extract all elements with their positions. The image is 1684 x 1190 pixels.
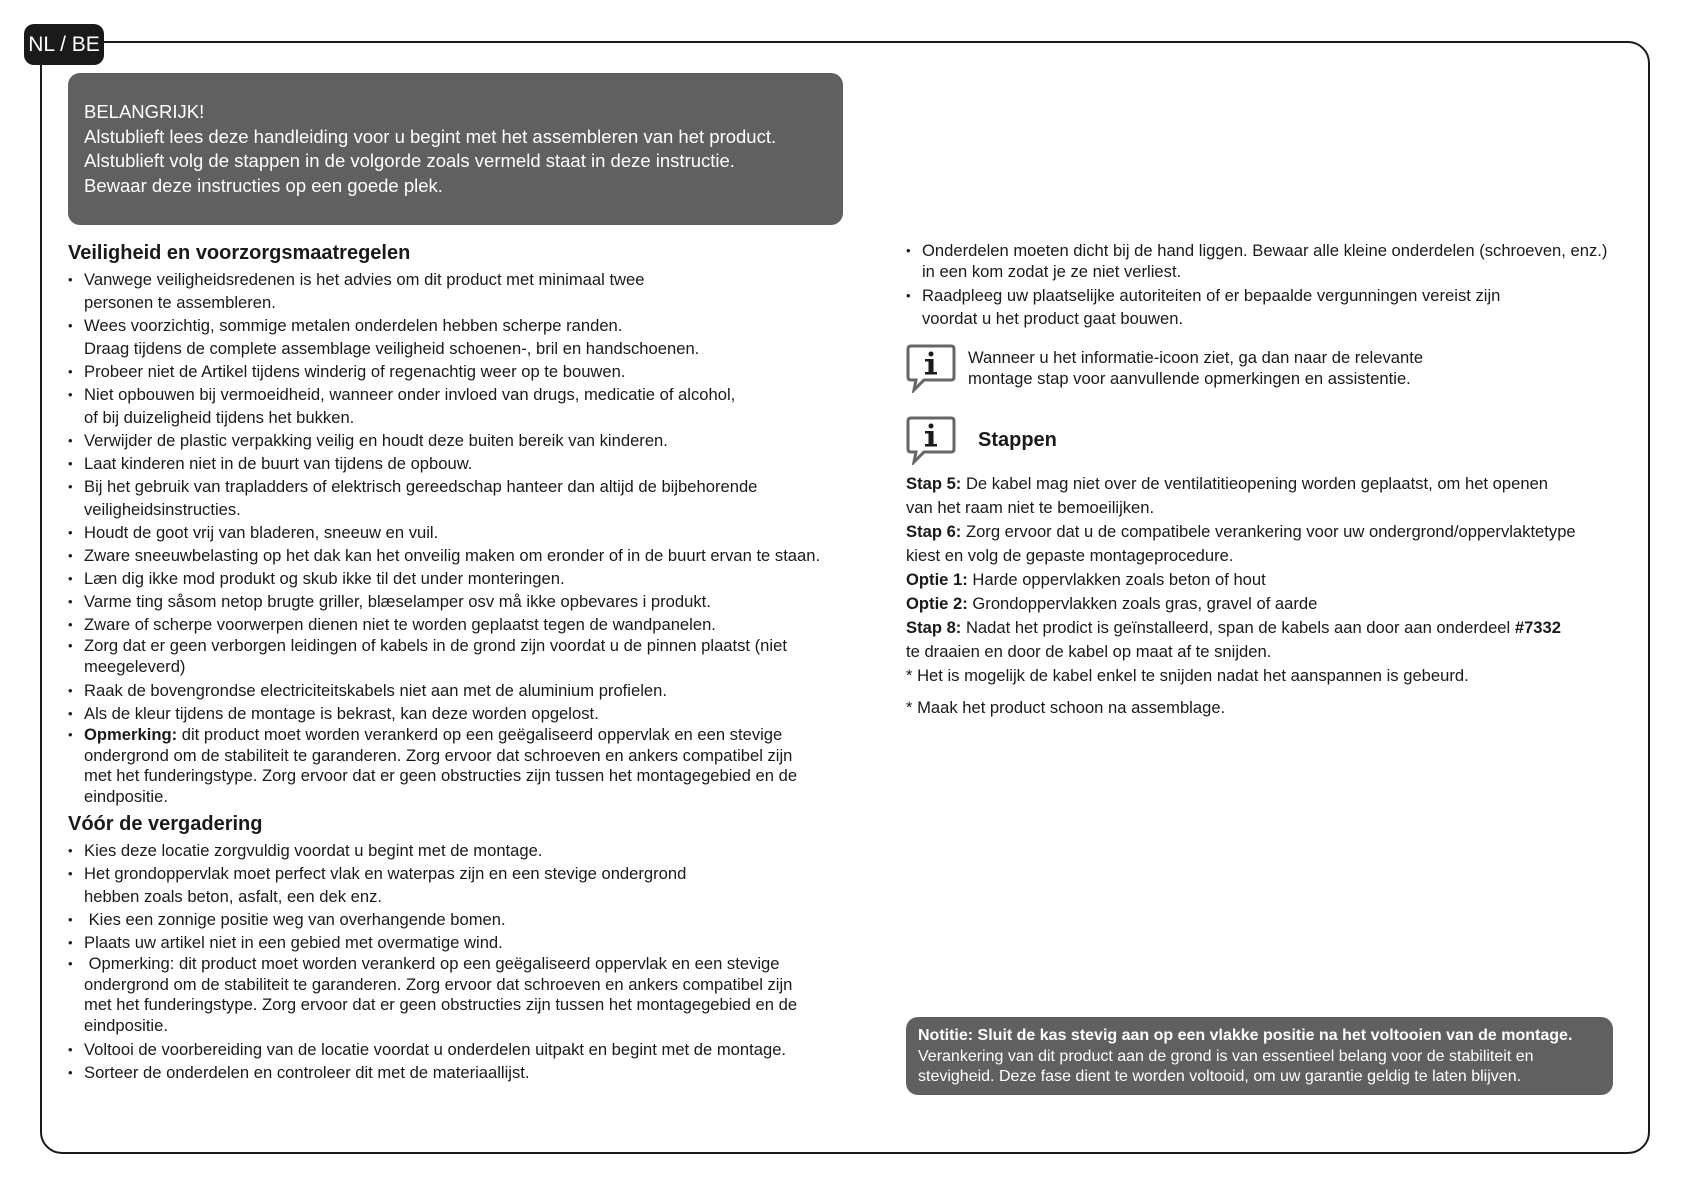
step-label: Optie 1: (906, 570, 968, 589)
step-text: * Het is mogelijk de kabel enkel te snijden nadat het aanspannen is gebeurd. (906, 666, 1469, 685)
list-item (68, 314, 858, 360)
list-item-line: • Plaats uw artikel niet in een gebied met overmatige wind. (84, 933, 503, 952)
list-item-line: • Zorg dat er geen verborgen leidingen of kabels in de grond zijn voordat u de pinnen plaatst (niet (84, 636, 787, 655)
step-line (906, 640, 1576, 664)
before-assembly-heading: Vóór de vergadering (68, 813, 263, 835)
list-item (68, 475, 858, 521)
step-label: Optie 2: (906, 594, 968, 613)
list-item-line: • Raadpleeg uw plaatselijke autoriteiten of er bepaalde vergunningen vereist zijn (922, 286, 1501, 305)
list-item (68, 679, 858, 702)
list-item (68, 931, 858, 954)
step-text: van het raam niet te bemoeilijken. (906, 498, 1155, 517)
list-item-line: • Vanwege veiligheidsredenen is het advies om dit product met minimaal twee (84, 270, 645, 289)
important-box (68, 73, 843, 225)
right-column (906, 241, 1626, 330)
list-item-line: hebben zoals beton, asfalt, een dek enz. (84, 887, 382, 906)
list-item (68, 862, 858, 908)
step-label: Stap 8: (906, 618, 962, 637)
step-line (906, 472, 1576, 496)
list-item-line: • Kies deze locatie zorgvuldig voordat u begint met de montage. (84, 841, 543, 860)
list-item (906, 241, 1626, 282)
step-text: kiest en volg de gepaste montageprocedure. (906, 546, 1234, 565)
steps-heading: Stappen (978, 428, 1057, 451)
list-item (68, 1038, 858, 1061)
list-item-line: • Niet opbouwen bij vermoeidheid, wanneer onder invloed van drugs, medicatie of alcohol, (84, 385, 736, 404)
list-item-line: • Kies een zonnige positie weg van overhangende bomen. (84, 910, 506, 929)
step-line (906, 520, 1576, 544)
list-item-line: • Raak de bovengrondse electriciteitskabels niet aan met de aluminium profielen. (84, 681, 667, 700)
list-item-line: • Houdt de goot vrij van bladeren, sneeuw en vuil. (84, 523, 439, 542)
list-item-line: • Sorteer de onderdelen en controleer dit met de materiaallijst. (84, 1063, 530, 1082)
list-item (68, 636, 858, 677)
list-item-line: personen te assembleren. (84, 293, 276, 312)
list-item-line: • Wees voorzichtig, sommige metalen onderdelen hebben scherpe randen. (84, 316, 623, 335)
list-item-line: • Verwijder de plastic verpakking veilig en houdt deze buiten bereik van kinderen. (84, 431, 668, 450)
list-item (68, 702, 858, 725)
list-item (68, 613, 858, 636)
step-line (906, 544, 1576, 568)
list-item-line (84, 725, 858, 746)
step-text: De kabel mag niet over de ventilatitieopening worden geplaatst, om het openen (961, 474, 1549, 493)
list-item-label: Opmerking: (84, 725, 178, 744)
list-item-line: • Zware sneeuwbelasting op het dak kan het onveilig maken om eronder of in de buurt ervan te staan. (84, 546, 821, 565)
info-icon (906, 415, 956, 465)
list-item-text: dit product moet worden verankerd op een geëgaliseerd oppervlak en een stevige (177, 725, 783, 744)
list-item-line: • Opmerking: dit product moet worden verankerd op een geëgaliseerd oppervlak en een stevige (84, 954, 780, 973)
list-item (906, 284, 1626, 330)
step-label: Stap 6: (906, 522, 962, 541)
important-line: Bewaar deze instructies op een goede plek. (84, 174, 443, 196)
notice-box (906, 1017, 1613, 1095)
steps-text (906, 472, 1576, 720)
list-item (68, 725, 858, 807)
safety-list (68, 268, 858, 807)
before-assembly-list (68, 839, 858, 1084)
step-line (906, 696, 1576, 720)
step-text: Nadat het prodict is geïnstalleerd, span de kabels aan door aan onderdeel (961, 618, 1515, 637)
notice-line: stevigheid. Deze fase dient te worden voltooid, om uw garantie geldig te laten blijven. (918, 1068, 1522, 1085)
list-item-line: veiligheidsinstructies. (84, 500, 241, 519)
list-item-line: met het funderingstype. Zorg ervoor dat er geen obstructies zijn tussen het montagegebied en de (84, 995, 798, 1014)
list-item-line: • Als de kleur tijdens de montage is bekrast, kan deze worden opgelost. (84, 704, 599, 723)
important-line: Alstublieft volg de stappen in de volgorde zoals vermeld staat in deze instructie. (84, 150, 735, 171)
info-icon (906, 343, 956, 393)
list-item-line: in een kom zodat je ze niet verliest. (922, 261, 1182, 281)
list-item (68, 1061, 858, 1084)
list-item (68, 954, 858, 1036)
step-text: te draaien en door de kabel op maat af te snijden. (906, 642, 1272, 661)
list-item-line: • Bij het gebruik van trapladders of elektrisch gereedschap hanteer dan altijd de bijbehorende (84, 477, 758, 496)
important-title: BELANGRIJK! (84, 101, 205, 122)
list-item-line: eindpositie. (84, 786, 168, 806)
important-line: Alstublieft lees deze handleiding voor u begint met het assembleren van het product. (84, 125, 777, 147)
list-item-line: • Laat kinderen niet in de buurt van tijdens de opbouw. (84, 454, 473, 473)
list-item (68, 521, 858, 544)
part-number: #7332 (1514, 618, 1561, 637)
step-line (906, 568, 1576, 592)
list-item-line: • Zware of scherpe voorwerpen dienen niet te worden geplaatst tegen de wandpanelen. (84, 615, 716, 634)
info-note-text (968, 347, 1423, 389)
list-item-line: ondergrond om de stabiliteit te garanderen. Zorg ervoor dat schroeven en ankers compatibel zijn (84, 745, 793, 765)
list-item (68, 383, 858, 429)
step-text: * Maak het product schoon na assemblage. (906, 698, 1226, 717)
list-item-line: voordat u het product gaat bouwen. (922, 309, 1184, 328)
list-item-line: eindpositie. (84, 1015, 168, 1035)
step-label: Stap 5: (906, 474, 962, 493)
notice-bold-line: Notitie: Sluit de kas stevig aan op een vlakke positie na het voltooien van de montage. (918, 1027, 1573, 1044)
step-text: Harde oppervlakken zoals beton of hout (967, 570, 1266, 589)
list-item (68, 839, 858, 862)
list-item-line: of bij duizeligheid tijdens het bukken. (84, 408, 355, 427)
list-item (68, 544, 858, 567)
info-note (906, 343, 1423, 393)
step-text: Grondoppervlakken zoals gras, gravel of aarde (967, 594, 1318, 613)
list-item-line: • Onderdelen moeten dicht bij de hand liggen. Bewaar alle kleine onderdelen (schroeven, enz.) (922, 241, 1608, 260)
info-note-line: Wanneer u het informatie-icoon ziet, ga dan naar de relevante (968, 348, 1424, 367)
right-list (906, 241, 1626, 330)
info-note-line: montage stap voor aanvullende opmerkingen en assistentie. (968, 369, 1411, 388)
step-line (906, 664, 1576, 688)
list-item-line: Draag tijdens de complete assemblage veiligheid schoenen-, bril en handschoenen. (84, 339, 700, 358)
list-item (68, 567, 858, 590)
list-item-line: • Probeer niet de Artikel tijdens winderig of regenachtig weer op te bouwen. (84, 362, 626, 381)
list-item (68, 908, 858, 931)
notice-line: Verankering van dit product aan de grond is van essentieel belang voor de stabiliteit en (918, 1047, 1534, 1065)
safety-heading: Veiligheid en voorzorgsmaatregelen (68, 242, 411, 264)
list-item-line: • Varme ting såsom netop brugte griller, blæselamper osv må ikke opbevares i produkt. (84, 592, 711, 611)
language-badge: NL / BE (24, 24, 104, 65)
list-item (68, 590, 858, 613)
step-line (906, 592, 1576, 616)
step-text: Zorg ervoor dat u de compatibele verankering voor uw ondergrond/oppervlaktetype (961, 522, 1576, 541)
list-item (68, 452, 858, 475)
list-item (68, 268, 858, 314)
list-item (68, 360, 858, 383)
list-item-line: meegeleverd) (84, 656, 186, 676)
list-item-line: • Voltooi de voorbereiding van de locatie voordat u onderdelen uitpakt en begint met de montage. (84, 1040, 787, 1059)
step-line (906, 616, 1576, 640)
left-column (68, 240, 858, 1084)
step-line (906, 496, 1576, 520)
list-item-line: ondergrond om de stabiliteit te garanderen. Zorg ervoor dat schroeven en ankers compatibel zijn (84, 974, 793, 994)
list-item-line: met het funderingstype. Zorg ervoor dat er geen obstructies zijn tussen het montagegebied en de (84, 766, 798, 785)
list-item-line: • Het grondoppervlak moet perfect vlak en waterpas zijn en een stevige ondergrond (84, 864, 687, 883)
steps-header (906, 415, 1057, 465)
list-item-line: • Læn dig ikke mod produkt og skub ikke til det under monteringen. (84, 569, 565, 588)
list-item (68, 429, 858, 452)
